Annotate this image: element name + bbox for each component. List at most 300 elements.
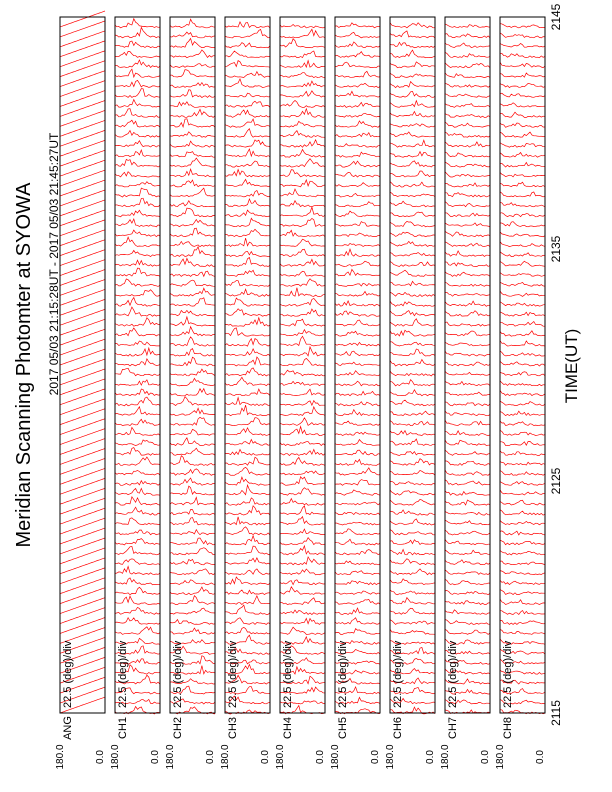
scale-label: 22.5 (deg)/div	[502, 640, 514, 708]
scan-trace	[60, 409, 105, 425]
scan-trace	[115, 237, 160, 246]
scan-trace	[115, 260, 160, 266]
panel-traces	[280, 25, 325, 714]
scan-trace	[115, 268, 160, 276]
scan-trace	[60, 419, 105, 435]
scan-trace	[280, 218, 325, 226]
scan-trace	[500, 372, 545, 376]
scan-trace	[500, 282, 545, 286]
scan-trace	[500, 143, 545, 148]
scan-trace	[445, 63, 490, 68]
scan-trace	[280, 159, 325, 167]
scan-trace	[115, 368, 160, 375]
scan-trace	[225, 517, 270, 525]
scan-trace	[115, 448, 160, 456]
scan-trace	[445, 272, 490, 277]
scan-trace	[225, 596, 270, 605]
scan-trace	[115, 60, 160, 68]
scan-trace	[445, 94, 490, 98]
scan-trace	[170, 497, 215, 505]
scan-trace	[445, 381, 490, 385]
scan-trace	[335, 23, 380, 28]
scan-trace	[390, 371, 435, 376]
scan-trace	[335, 402, 380, 406]
panel-traces	[115, 19, 160, 714]
scan-trace	[280, 610, 325, 615]
scan-trace	[500, 331, 545, 336]
scan-trace	[390, 608, 435, 614]
scan-trace	[60, 379, 105, 395]
scan-trace	[225, 467, 270, 475]
x-tick-label: 2115	[549, 700, 563, 726]
scan-trace	[390, 400, 435, 406]
scan-trace	[390, 31, 435, 38]
scan-trace	[445, 114, 490, 118]
scan-trace	[115, 131, 160, 138]
scan-trace	[390, 212, 435, 217]
scan-trace	[445, 351, 490, 356]
scan-trace	[445, 579, 490, 584]
panel-ang	[55, 11, 106, 770]
scan-trace	[500, 590, 545, 595]
scan-trace	[445, 122, 490, 127]
scan-trace	[335, 561, 380, 565]
scan-trace	[390, 161, 435, 167]
scan-trace	[445, 52, 490, 57]
scan-trace	[115, 596, 160, 604]
y-tick-bottom: 0.0	[205, 750, 216, 764]
scan-trace	[225, 477, 270, 485]
scan-trace	[60, 399, 105, 415]
y-tick-bottom: 0.0	[480, 750, 491, 764]
scan-trace	[500, 33, 545, 38]
scan-trace	[115, 159, 160, 167]
scan-trace	[60, 459, 105, 475]
scan-trace	[445, 183, 490, 187]
scan-trace	[500, 62, 545, 67]
scan-trace	[335, 311, 380, 316]
scan-trace	[225, 590, 270, 595]
scan-trace	[280, 81, 325, 87]
scan-trace	[60, 111, 105, 127]
scan-trace	[225, 199, 270, 207]
scan-trace	[225, 339, 270, 347]
scan-trace	[500, 571, 545, 575]
scan-trace	[335, 550, 380, 555]
scan-trace	[280, 457, 325, 465]
scan-trace	[335, 581, 380, 585]
scan-trace	[170, 389, 215, 396]
scan-trace	[280, 51, 325, 58]
y-tick-bottom: 0.0	[315, 750, 326, 764]
scan-trace	[225, 43, 270, 48]
scan-trace	[445, 480, 490, 485]
scan-trace	[170, 208, 215, 217]
scan-trace	[170, 220, 215, 227]
scan-trace	[60, 598, 105, 614]
scan-trace	[225, 218, 270, 226]
scan-trace	[390, 482, 435, 486]
scan-trace	[445, 461, 490, 465]
scan-trace	[280, 121, 325, 127]
scan-trace	[280, 309, 325, 316]
scan-trace	[115, 348, 160, 356]
scan-trace	[115, 546, 160, 554]
scan-trace	[500, 312, 545, 316]
scan-trace	[335, 342, 380, 346]
scan-trace	[335, 459, 380, 465]
scan-trace	[280, 389, 325, 395]
scan-trace	[445, 142, 490, 147]
scan-trace	[500, 461, 545, 465]
scan-trace	[280, 418, 325, 426]
scan-trace	[225, 72, 270, 78]
panel-ch3	[220, 17, 271, 770]
scan-trace	[280, 370, 325, 376]
scan-trace	[170, 429, 215, 435]
scan-trace	[225, 170, 270, 177]
scan-trace	[170, 580, 215, 585]
scan-trace	[115, 290, 160, 296]
scan-trace	[115, 389, 160, 396]
scan-trace	[335, 480, 380, 486]
scan-trace	[115, 419, 160, 425]
scale-label: 22.5 (deg)/div	[337, 640, 349, 708]
scan-trace	[225, 440, 270, 446]
scan-trace	[60, 588, 105, 604]
scan-trace	[225, 577, 270, 585]
scan-trace	[335, 421, 380, 425]
scan-trace	[445, 322, 490, 326]
scan-trace	[500, 441, 545, 445]
scan-trace	[225, 485, 270, 495]
scan-trace	[335, 202, 380, 207]
scan-trace	[115, 341, 160, 346]
scan-trace	[445, 132, 490, 137]
scan-trace	[445, 223, 490, 227]
scan-trace	[390, 101, 435, 108]
scan-trace	[115, 150, 160, 157]
scan-trace	[170, 469, 215, 476]
panel-ch7	[440, 17, 491, 770]
scan-trace	[115, 427, 160, 435]
scan-trace	[390, 590, 435, 595]
scan-trace	[170, 548, 215, 555]
scan-trace	[170, 620, 215, 625]
scan-trace	[60, 339, 105, 355]
scan-trace	[170, 119, 215, 127]
scan-trace	[390, 342, 435, 346]
scan-trace	[225, 93, 270, 97]
scan-trace	[445, 162, 490, 167]
scan-trace	[170, 102, 215, 108]
scan-trace	[60, 130, 105, 146]
scan-trace	[225, 498, 270, 505]
scan-trace	[280, 170, 325, 177]
scan-trace	[335, 102, 380, 107]
scan-trace	[280, 330, 325, 336]
scan-trace	[115, 587, 160, 595]
scan-trace	[225, 405, 270, 416]
scan-trace	[335, 183, 380, 187]
panel-traces	[500, 24, 545, 714]
scan-trace	[60, 478, 105, 494]
scan-trace	[170, 530, 215, 535]
scan-trace	[170, 559, 215, 564]
scan-trace	[335, 42, 380, 48]
scan-trace	[115, 481, 160, 486]
scan-trace	[280, 442, 325, 446]
panel-frame	[60, 17, 105, 713]
scan-trace	[225, 377, 270, 386]
scan-trace	[115, 359, 160, 366]
panel-traces	[390, 23, 435, 714]
scan-trace	[445, 512, 490, 516]
scan-trace	[280, 180, 325, 187]
scan-trace	[115, 318, 160, 326]
scan-trace	[445, 591, 490, 595]
scan-trace	[280, 319, 325, 326]
scan-trace	[280, 298, 325, 306]
scan-trace	[335, 351, 380, 356]
scan-trace	[170, 152, 215, 158]
scan-trace	[115, 51, 160, 57]
scan-trace	[170, 510, 215, 516]
scan-trace	[280, 506, 325, 515]
y-tick-top: 180.0	[330, 744, 341, 770]
scan-trace	[115, 279, 160, 286]
scan-trace	[390, 292, 435, 296]
scan-trace	[115, 27, 160, 37]
scan-trace	[170, 357, 215, 366]
scan-trace	[115, 198, 160, 207]
scan-trace	[115, 618, 160, 625]
scan-trace	[60, 270, 105, 286]
scan-trace	[335, 173, 380, 178]
scan-trace	[170, 180, 215, 187]
scan-trace	[280, 449, 325, 455]
scan-trace	[500, 561, 545, 565]
scan-trace	[60, 429, 105, 445]
scan-trace	[115, 497, 160, 505]
scan-trace	[280, 239, 325, 246]
scan-trace	[335, 113, 380, 117]
scan-trace	[170, 448, 215, 455]
scan-trace	[445, 371, 490, 375]
scan-trace	[500, 482, 545, 486]
scan-trace	[115, 457, 160, 465]
scan-trace	[445, 570, 490, 575]
scan-trace	[390, 301, 435, 306]
x-tick-label: 2125	[549, 467, 563, 495]
scan-trace	[225, 61, 270, 68]
scan-trace	[170, 438, 215, 446]
scan-trace	[335, 144, 380, 148]
scan-trace	[445, 193, 490, 197]
scan-trace	[170, 486, 215, 495]
scan-trace	[225, 328, 270, 336]
panel-traces	[445, 24, 490, 714]
scan-trace	[115, 530, 160, 535]
scan-trace	[60, 230, 105, 246]
scan-trace	[60, 140, 105, 156]
scan-trace	[390, 62, 435, 68]
scan-trace	[225, 270, 270, 276]
scan-trace	[335, 591, 380, 594]
scan-trace	[335, 371, 380, 376]
scan-trace	[445, 431, 490, 436]
scan-trace	[500, 520, 545, 524]
scan-trace	[225, 605, 270, 614]
scan-trace	[225, 140, 270, 147]
scan-trace	[170, 327, 215, 336]
scan-trace	[60, 180, 105, 196]
scan-trace	[60, 91, 105, 107]
scan-trace	[445, 491, 490, 496]
y-tick-bottom: 0.0	[150, 750, 161, 764]
scan-trace	[335, 522, 380, 525]
scan-trace	[280, 39, 325, 48]
scan-trace	[115, 89, 160, 98]
channel-label: CH4	[282, 716, 294, 740]
scan-trace	[445, 629, 490, 634]
y-tick-top: 180.0	[55, 744, 66, 770]
y-tick-top: 180.0	[110, 744, 121, 770]
scan-trace	[445, 104, 490, 108]
scan-trace	[170, 38, 215, 47]
scan-trace	[280, 569, 325, 575]
scan-trace	[170, 19, 215, 28]
scan-trace	[280, 271, 325, 276]
scan-trace	[225, 281, 270, 287]
scan-trace	[60, 329, 105, 345]
scan-trace	[445, 152, 490, 157]
scale-label: 22.5 (deg)/div	[282, 640, 294, 708]
scan-trace	[225, 536, 270, 545]
scan-trace	[500, 222, 545, 227]
panel-ch6	[385, 17, 436, 770]
scan-trace	[500, 580, 545, 584]
scan-trace	[500, 261, 545, 266]
scan-trace	[335, 269, 380, 276]
scan-trace	[335, 91, 380, 97]
scan-trace	[500, 213, 545, 217]
channel-label: CH5	[337, 716, 349, 740]
scan-trace	[335, 32, 380, 38]
scan-trace	[335, 502, 380, 505]
x-tick-label: 2135	[549, 235, 563, 263]
scan-trace	[500, 430, 545, 435]
scan-trace	[335, 291, 380, 296]
scan-trace	[60, 319, 105, 335]
panel-ch1	[110, 17, 161, 770]
scan-trace	[445, 440, 490, 446]
scan-trace	[500, 73, 545, 77]
scan-trace	[500, 163, 545, 168]
scan-trace	[445, 450, 490, 455]
scan-trace	[115, 69, 160, 77]
scan-trace	[335, 161, 380, 167]
scan-trace	[60, 538, 105, 554]
scan-trace	[115, 172, 160, 177]
scan-trace	[115, 230, 160, 237]
scan-trace	[335, 618, 380, 624]
scan-trace	[225, 357, 270, 366]
y-tick-bottom: 0.0	[95, 750, 106, 764]
scan-trace	[115, 109, 160, 118]
scan-trace	[500, 242, 545, 247]
scan-trace	[445, 202, 490, 207]
scan-trace	[280, 529, 325, 535]
scan-trace	[170, 247, 215, 257]
scan-trace	[170, 228, 215, 236]
scan-trace	[335, 320, 380, 326]
scan-trace	[280, 488, 325, 496]
scan-trace	[445, 470, 490, 475]
scan-trace	[280, 279, 325, 287]
scan-trace	[335, 52, 380, 58]
scan-trace	[335, 211, 380, 217]
scan-trace	[280, 91, 325, 97]
scan-trace	[280, 499, 325, 506]
scan-trace	[170, 141, 215, 147]
scan-trace	[280, 627, 325, 634]
scan-trace	[115, 210, 160, 217]
scan-trace	[115, 440, 160, 446]
scan-trace	[225, 229, 270, 236]
scan-trace	[170, 158, 215, 167]
scan-trace	[390, 311, 435, 316]
scan-trace	[115, 518, 160, 525]
scan-trace	[225, 29, 270, 38]
scan-trace	[60, 250, 105, 266]
scan-trace	[170, 258, 215, 266]
scan-trace	[60, 548, 105, 564]
scan-trace	[115, 539, 160, 545]
channel-label: CH8	[502, 716, 514, 740]
scan-trace	[445, 251, 490, 257]
scan-trace	[500, 620, 545, 624]
scan-trace	[280, 401, 325, 406]
scan-trace	[445, 231, 490, 236]
x-tick-labels	[549, 3, 563, 726]
scan-trace	[445, 550, 490, 555]
scan-trace	[115, 407, 160, 416]
scan-trace	[225, 252, 270, 257]
scan-trace	[500, 471, 545, 476]
scan-trace	[335, 512, 380, 515]
scan-trace	[280, 73, 325, 78]
scan-trace	[335, 599, 380, 604]
scan-trace	[170, 298, 215, 306]
scan-trace	[225, 129, 270, 138]
y-tick-bottom: 0.0	[535, 750, 546, 764]
scan-trace	[280, 538, 325, 545]
scan-trace	[60, 309, 105, 325]
scan-trace	[225, 119, 270, 127]
scan-trace	[390, 452, 435, 456]
scan-trace	[390, 559, 435, 565]
scan-trace	[225, 389, 270, 396]
scan-trace	[390, 152, 435, 158]
scan-trace	[170, 587, 215, 595]
scan-trace	[170, 456, 215, 466]
scan-trace	[280, 29, 325, 38]
scan-trace	[335, 301, 380, 306]
scan-trace	[445, 601, 490, 605]
scan-trace	[390, 132, 435, 137]
scan-trace	[225, 289, 270, 296]
